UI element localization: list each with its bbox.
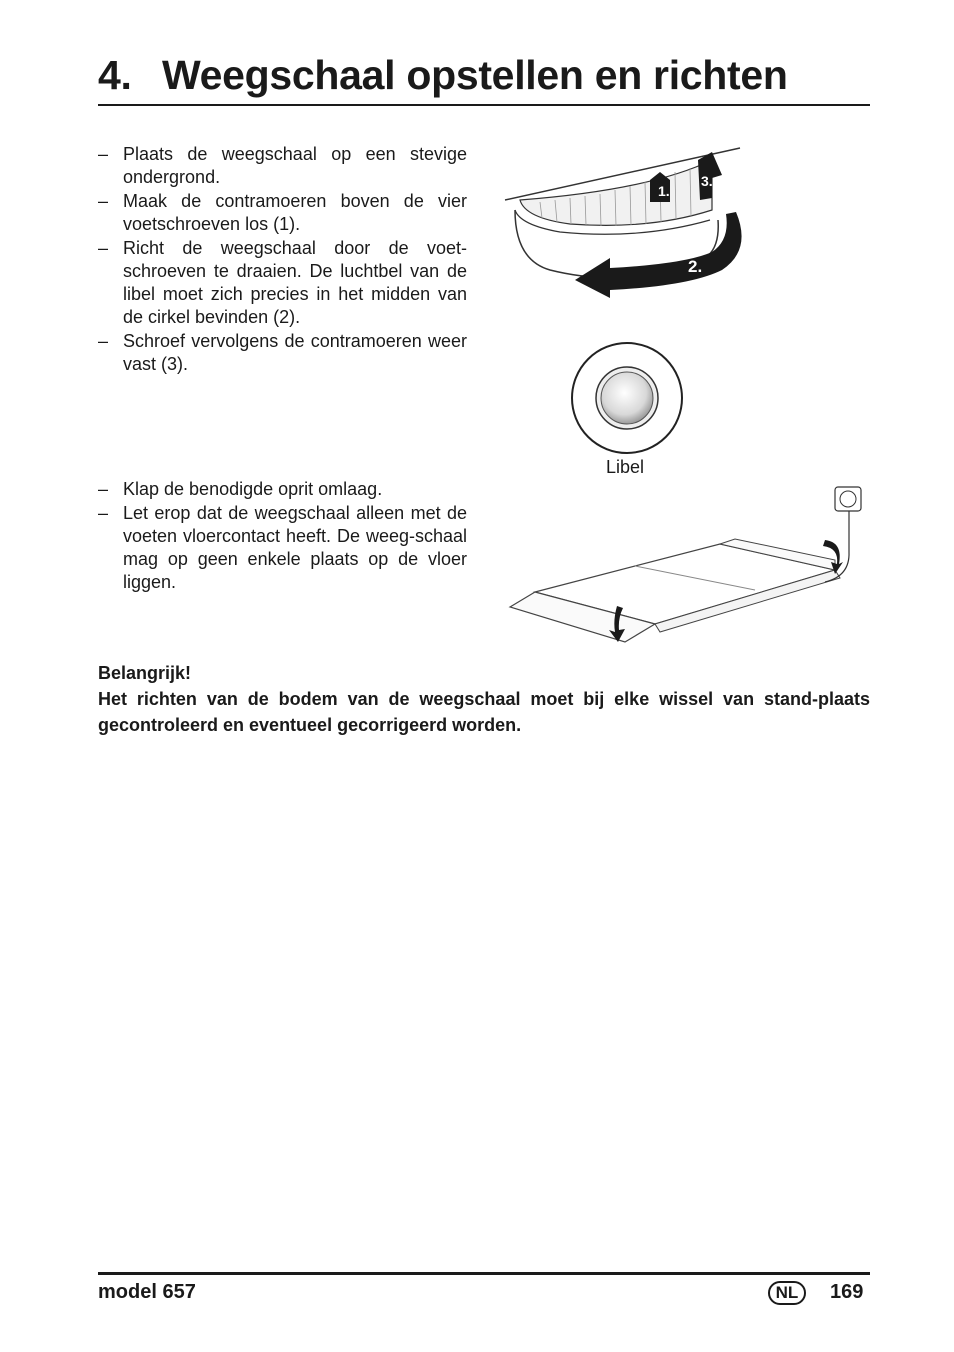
list-item: – Let erop dat de weegschaal alleen met de voeten vloercontact heeft. De weeg-schaal mag op geen enkele plaats op de vloer liggen. [98, 502, 467, 594]
page-number: 169 [830, 1281, 864, 1303]
important-body: Het richten van de bodem van de weegschaal moet bij elke wissel van stand-plaats gecontroleerd en eventueel gecorrigeerd worden. [98, 689, 870, 735]
list-item: – Klap de benodigde oprit omlaag. [98, 478, 467, 501]
ramp-steps-list [98, 478, 467, 595]
list-item: – Maak de contramoeren boven de vier voetschroeven los (1). [98, 190, 467, 236]
section-number: 4. [98, 52, 132, 98]
section-title: Weegschaal opstellen en richten [162, 52, 788, 98]
figure-caption: Libel [605, 457, 645, 477]
title-divider [98, 104, 870, 106]
step-3-label: 3. [701, 173, 713, 189]
list-item: – Plaats de weegschaal op een stevige ondergrond. [98, 143, 467, 189]
footer-divider [98, 1272, 870, 1275]
important-heading: Belangrijk! [98, 663, 192, 683]
page-title [98, 52, 788, 99]
list-item: – Schroef vervolgens de contramoeren weer vast (3). [98, 330, 467, 376]
footer-model: model 657 [98, 1281, 196, 1303]
foot-screw-illustration [500, 140, 760, 310]
step-1-label: 1. [658, 183, 670, 199]
setup-steps-list [98, 143, 467, 377]
language-badge: NL [768, 1281, 806, 1305]
important-note [98, 660, 870, 738]
list-item: – Richt de weegschaal door de voet-schroeven te draaien. De luchtbel van de libel moet zich precies in het midden van de cirkel bevinden (2). [98, 237, 467, 329]
platform-scale-illustration [505, 482, 875, 652]
step-2-label: 2. [688, 257, 703, 276]
spirit-level-illustration [565, 338, 690, 463]
